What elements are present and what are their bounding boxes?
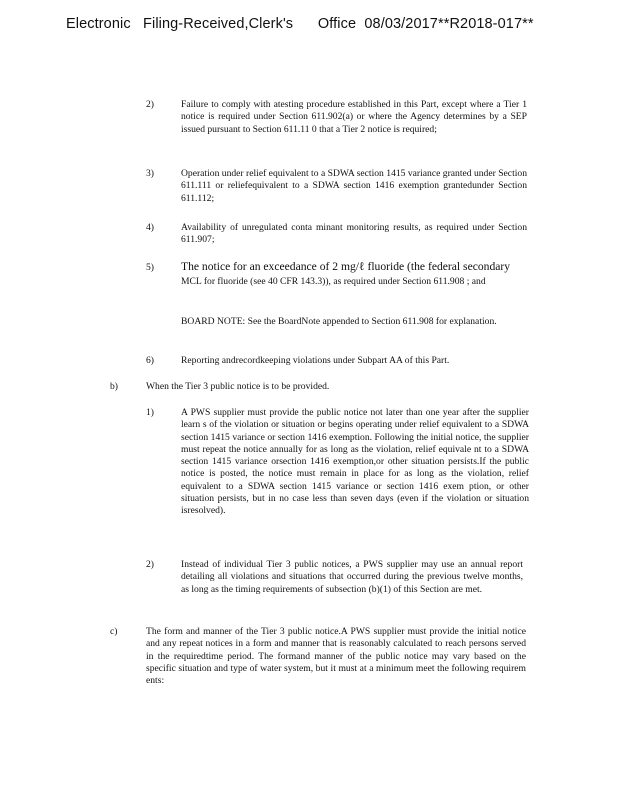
- item-number: 2): [146, 99, 154, 110]
- item-number: b): [110, 381, 118, 392]
- item-number: 2): [146, 559, 154, 570]
- item-number: 5): [146, 262, 154, 273]
- item-text: Reporting andrecordkeeping violations under Subpart AA of this Part.: [181, 355, 450, 366]
- item-number: 4): [146, 222, 154, 233]
- item-number: 6): [146, 355, 154, 366]
- item-text: Availability of unregulated conta minant monitoring results, as required under Section 611.907;: [181, 222, 527, 246]
- item-number: 1): [146, 407, 154, 418]
- item-number: c): [110, 626, 118, 637]
- item-text: Failure to comply with atesting procedure established in this Part, except where a Tier 1 notice is required under Section 611.902(a) or where the Agency determines by a SEP issued pursuant to Section 611.11 0 that a Tier 2 notice is required;: [181, 99, 527, 135]
- item-text: When the Tier 3 public notice is to be provided.: [146, 381, 330, 392]
- item-text: Operation under relief equivalent to a SDWA section 1415 variance granted under Section 611.111 or reliefequivalent to a SDWA section 1416 exemption grantedunder Section 611.112;: [181, 168, 527, 204]
- item-number: 3): [146, 168, 154, 179]
- item-text: MCL for fluoride (see 40 CFR 143.3)), as required under Section 611.908 ; and: [181, 276, 486, 287]
- board-note: BOARD NOTE: See the BoardNote appended to Section 611.908 for explanation.: [181, 316, 497, 327]
- item-text-large: The notice for an exceedance of 2 mg/ℓ fluoride (the federal secondary: [181, 260, 511, 273]
- electronic-filing-header: Electronic Filing-Received,Clerk's Office 08/03/2017**R2018-017**: [66, 16, 534, 32]
- item-text: Instead of individual Tier 3 public notices, a PWS supplier may use an annual report detailing all violations and situations that occurred during the previous twelve months, as long as the timing requirements of subsection (b)(1) of this Section are met.: [181, 559, 523, 595]
- item-text: The form and manner of the Tier 3 public notice.A PWS supplier must provide the initial notice and any repeat notices in a form and manner that is reasonably calculated to reach persons served in the requiredtime period. The formand manner of the public notice may vary based on the specific situation and type of water system, but it must at a minimum meet the following requirem ents:: [146, 626, 526, 687]
- item-text: A PWS supplier must provide the public notice not later than one year after the supplier learn s of the violation or situation or begins operating under relief equivalent to a SDWA section 1415 variance or section 1416 exemption. Following the initial notice, the supplier must repeat the notice annually for as long as the violation, relief equivale nt to a SDWA section 1415 variance orsection 1416 exemption,or other situation persists.If the public notice is posted, the notice must remain in place for as long as the violation, relief equivalent to a SDWA section 1415 variance or section 1416 exem ption, or other situation persists, but in no case less than seven days (even if the violation or situation isresolved).: [181, 407, 529, 517]
